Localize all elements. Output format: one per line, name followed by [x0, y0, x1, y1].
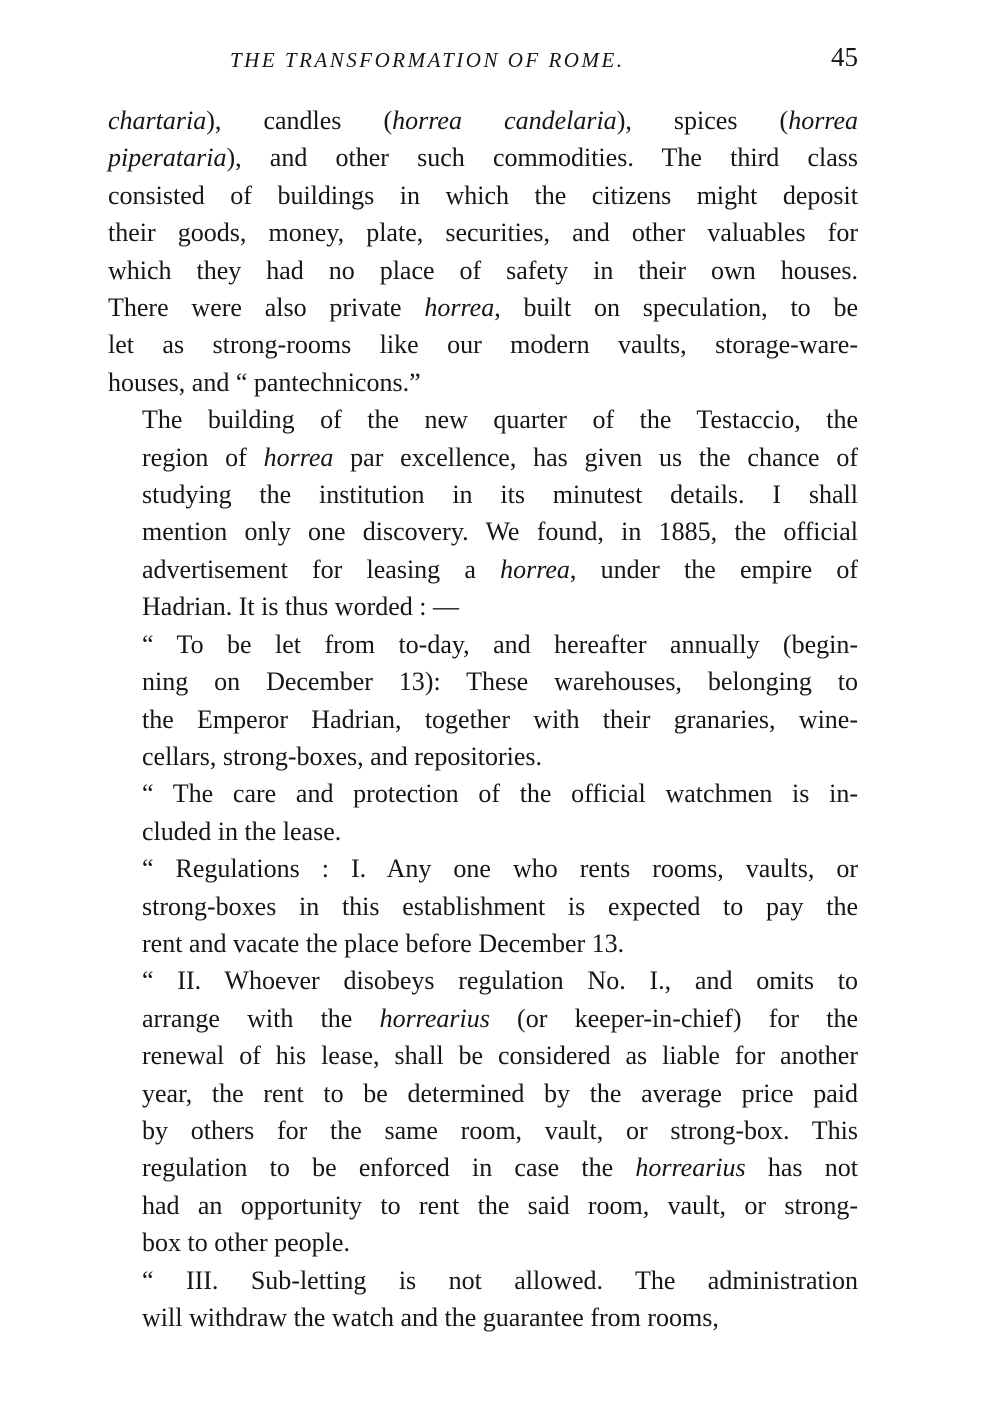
- text-line: [108, 439, 858, 476]
- paragraph: [108, 850, 858, 962]
- text-run: ), candles (: [206, 106, 393, 135]
- text-run: The building of the new quarter of the Testaccio, the: [142, 405, 858, 435]
- text-line: [108, 513, 858, 550]
- text-run: cluded in the lease.: [142, 816, 342, 846]
- text-run: There were also private: [108, 293, 425, 323]
- text-run: “ III. Sub-letting is not allowed. The administration: [142, 1265, 858, 1295]
- text-line: [108, 1224, 858, 1261]
- text-run: studying the institution in its minutest details. I shall: [142, 480, 858, 510]
- text-run: their goods, money, plate, securities, and other valuables for: [108, 218, 858, 248]
- text-line: [108, 775, 858, 812]
- text-line: [108, 214, 858, 251]
- page-number: 45: [831, 42, 858, 72]
- text-line: [108, 177, 858, 214]
- text-run: the Emperor Hadrian, together with their granaries, wine-: [142, 704, 858, 734]
- text-run: consisted of buildings in which the citizens might deposit: [108, 180, 858, 210]
- text-run: mention only one discovery. We found, in 1885, the official: [142, 517, 858, 547]
- text-line: [108, 476, 858, 513]
- text-line: [108, 962, 858, 999]
- text-line: [108, 1037, 858, 1074]
- text-run: “ To be let from to-day, and hereafter annually (begin-: [142, 629, 858, 659]
- text-line: [108, 1149, 858, 1186]
- text-run: by others for the same room, vault, or strong-box. This: [142, 1115, 858, 1145]
- text-line: [108, 626, 858, 663]
- italic-term: chartaria: [108, 106, 207, 135]
- text-run: rent and vacate the place before December 13.: [142, 928, 625, 958]
- text-line: [108, 701, 858, 738]
- text-line: [108, 1000, 858, 1037]
- italic-term: piperataria: [108, 143, 227, 173]
- text-run: regulation to be enforced in case the: [142, 1153, 636, 1183]
- text-run: which they had no place of safety in their own houses.: [108, 255, 858, 285]
- text-run: “ The care and protection of the official watchmen is in-: [142, 779, 858, 809]
- text-line: [108, 289, 858, 326]
- text-line: [108, 102, 858, 139]
- page-body: [108, 102, 858, 1336]
- text-run: ), and other such commodities. The third class: [226, 143, 858, 173]
- text-line: [108, 738, 858, 775]
- text-run: (or keeper-in-chief) for the: [489, 1003, 858, 1033]
- text-run: Hadrian. It is thus worded : —: [142, 592, 460, 622]
- paragraph: [108, 1262, 858, 1337]
- text-line: [108, 1187, 858, 1224]
- text-line: [108, 663, 858, 700]
- italic-term: horrea: [500, 554, 570, 584]
- text-run: had an opportunity to rent the said room, vault, or strong-: [142, 1190, 858, 1220]
- text-line: [108, 1262, 858, 1299]
- text-line: [108, 925, 858, 962]
- text-run: par excellence, has given us the chance of: [333, 442, 858, 472]
- text-line: [108, 1299, 858, 1336]
- text-line: [108, 850, 858, 887]
- paragraph: [108, 775, 858, 850]
- text-run: box to other people.: [142, 1228, 350, 1258]
- text-line: [108, 588, 858, 625]
- text-line: [108, 1075, 858, 1112]
- italic-term: horrearius: [635, 1153, 746, 1183]
- text-line: [108, 813, 858, 850]
- page-header: [108, 38, 858, 78]
- italic-term: horrearius: [379, 1003, 490, 1033]
- text-run: year, the rent to be determined by the average price paid: [142, 1078, 858, 1108]
- text-line: [108, 401, 858, 438]
- paragraph: [108, 401, 858, 625]
- text-line: [108, 888, 858, 925]
- text-line: [108, 252, 858, 289]
- paragraph: [108, 962, 858, 1261]
- text-line: [108, 551, 858, 588]
- text-line: [108, 326, 858, 363]
- text-line: [108, 139, 858, 176]
- text-run: “ II. Whoever disobeys regulation No. I., and omits to: [142, 966, 858, 996]
- text-run: cellars, strong-boxes, and repositories.: [142, 741, 543, 771]
- running-title: THE TRANSFORMATION OF ROME.: [230, 48, 625, 72]
- text-run: advertisement for leasing a: [142, 554, 501, 584]
- text-run: will withdraw the watch and the guarantee from rooms,: [142, 1303, 719, 1332]
- italic-term: horrea candelaria: [392, 106, 617, 135]
- text-run: houses, and “ pantechnicons.”: [108, 367, 421, 397]
- text-run: has not: [745, 1153, 858, 1183]
- text-run: “ Regulations : I. Any one who rents rooms, vaults, or: [142, 854, 858, 884]
- text-run: region of: [142, 442, 264, 472]
- text-run: ), spices (: [616, 106, 789, 135]
- italic-term: horrea: [424, 293, 495, 323]
- text-run: ning on December 13): These warehouses, belonging to: [142, 667, 858, 697]
- italic-term: horrea: [263, 442, 334, 472]
- text-run: strong-boxes in this establishment is expected to pay the: [142, 891, 858, 921]
- text-run: arrange with the: [142, 1003, 380, 1033]
- paragraph: [108, 102, 858, 401]
- paragraph: [108, 626, 858, 776]
- text-run: renewal of his lease, shall be considered as liable for another: [142, 1041, 858, 1071]
- book-page: [108, 38, 858, 1336]
- text-run: , under the empire of: [569, 554, 858, 584]
- text-line: [108, 364, 858, 401]
- text-run: let as strong-rooms like our modern vaults, storage-ware-: [108, 330, 858, 360]
- italic-term: horrea: [788, 106, 858, 135]
- text-run: , built on speculation, to be: [494, 293, 859, 323]
- text-line: [108, 1112, 858, 1149]
